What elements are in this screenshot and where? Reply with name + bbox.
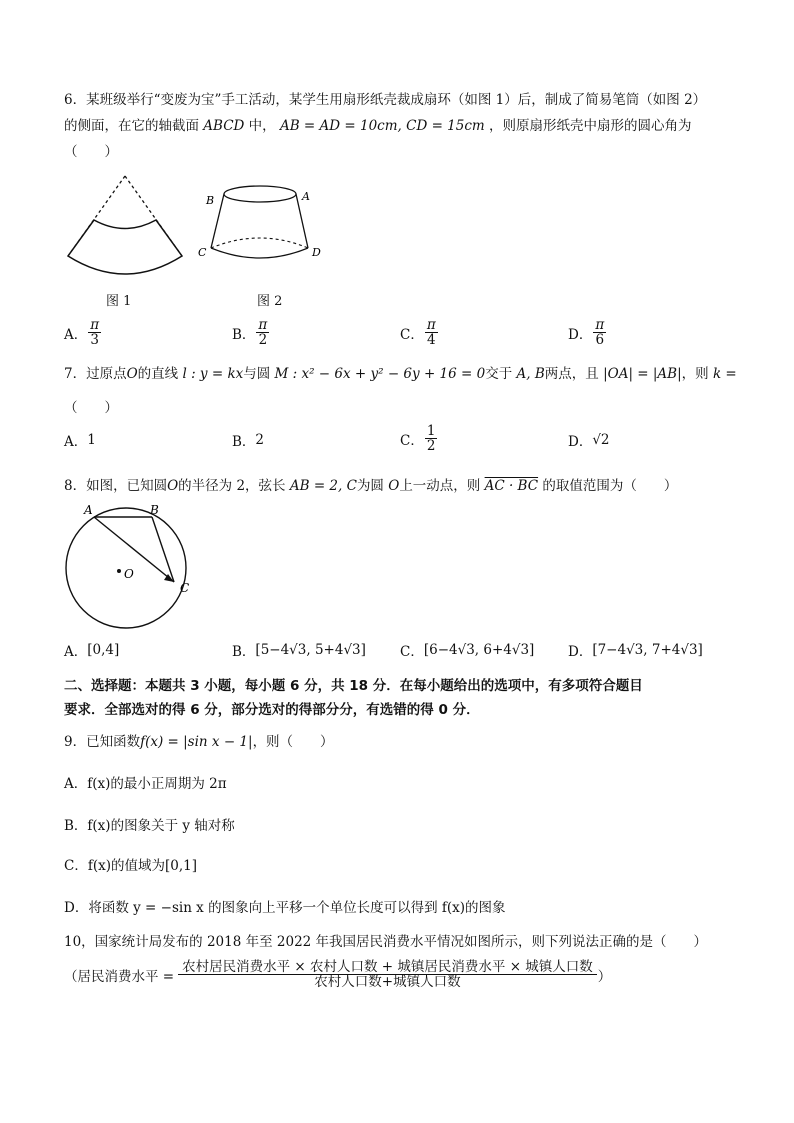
q6-condition: AB = AD = 10cm, CD = 15cm bbox=[279, 118, 485, 134]
q6-figure2-label: 图 2 bbox=[257, 294, 283, 309]
q6-figure1-sector-ring bbox=[60, 172, 190, 287]
q7-option-d[interactable]: D． √2 bbox=[568, 432, 610, 450]
q8-label-A: A bbox=[84, 503, 93, 517]
q6-line2-mid: 中， bbox=[248, 118, 276, 134]
fig2-label-A: A bbox=[302, 190, 310, 203]
fig2-label-D: D bbox=[312, 246, 321, 259]
q8-label-B: B bbox=[150, 503, 159, 517]
q9-option-a[interactable]: A．f(x)的最小正周期为 2π bbox=[64, 776, 227, 792]
q7-stem: 7．过原点O的直线 l : y = kx与圆 M : x² − 6x + y² − 6y + 16 = 0交于 A, B两点，且 |OA| = |AB|，则 k = bbox=[64, 366, 737, 382]
q8-circle-figure bbox=[60, 500, 200, 630]
q6-paren: （ ） bbox=[64, 144, 118, 160]
q9-option-b[interactable]: B．f(x)的图象关于 y 轴对称 bbox=[64, 818, 235, 834]
q6-figure2-pen-holder bbox=[198, 180, 328, 265]
q9-option-c[interactable]: C．f(x)的值域为[0,1] bbox=[64, 858, 197, 874]
q9-option-d[interactable]: D．将函数 y = −sin x 的图象向上平移一个单位长度可以得到 f(x)的图象 bbox=[64, 900, 506, 916]
fig2-label-C: C bbox=[198, 246, 207, 259]
q6-line1: 6．某班级举行“变废为宝”手工活动，某学生用扇形纸壳裁成扇环（如图 1）后，制成了简易笔筒（如图 2） bbox=[64, 92, 707, 108]
q6-abcd: ABCD bbox=[203, 118, 245, 134]
q6-option-b[interactable]: B． $\frac{\pi}{2}$ bbox=[232, 317, 268, 349]
q7-option-a[interactable]: A． 1 bbox=[64, 432, 96, 450]
q10-formula: （居民消费水平 = $\frac{\text{农村居民消费水平 × 农村人口数 + 城镇居民消费水平 × 城镇人口数}}{\text{农村人口数+城镇人口数}}$ ） bbox=[64, 959, 612, 991]
q6-figure1-label: 图 1 bbox=[106, 294, 132, 309]
q10-formula-numerator: 农村居民消费水平 × 农村人口数 + 城镇居民消费水平 × 城镇人口数 bbox=[178, 960, 597, 975]
q7-option-c[interactable]: C． $\frac{1}{2}$ bbox=[400, 423, 436, 455]
q6-option-c[interactable]: C． $\frac{\pi}{4}$ bbox=[400, 317, 436, 349]
q6-option-d[interactable]: D． $\frac{\pi}{6}$ bbox=[568, 317, 605, 349]
q8-label-O: O bbox=[124, 567, 134, 581]
q7-paren: （ ） bbox=[64, 400, 118, 416]
q8-option-a[interactable]: A． [0,4] bbox=[64, 642, 120, 660]
q7-option-b[interactable]: B． 2 bbox=[232, 432, 265, 450]
q9-stem: 9．已知函数f(x) = |sin x − 1|，则（ ） bbox=[64, 734, 334, 750]
q6-option-a[interactable]: A． $\frac{\pi}{3}$ bbox=[64, 317, 100, 349]
q8-option-d[interactable]: D． [7−4√3, 7+4√3] bbox=[568, 642, 703, 660]
section2-heading-line1: 二、选择题：本题共 3 小题，每小题 6 分，共 18 分．在每小题给出的选项中，有多项符合题目 bbox=[64, 678, 643, 694]
q10-stem: 10，国家统计局发布的 2018 年至 2022 年我国居民消费水平情况如图所示，则下列说法正确的是（ ） bbox=[64, 934, 708, 950]
q10-formula-denominator: 农村人口数+城镇人口数 bbox=[314, 974, 461, 991]
q8-stem: 8．如图，已知圆O的半径为 2，弦长 AB = 2, C为圆 O上一动点，则 AC · BC 的取值范围为（ ） bbox=[64, 478, 678, 494]
fig2-label-B: B bbox=[206, 194, 215, 207]
q8-option-b[interactable]: B． [5−4√3, 5+4√3] bbox=[232, 642, 366, 660]
section2-heading-line2: 要求．全部选对的得 6 分，部分选对的得部分分，有选错的得 0 分． bbox=[64, 702, 480, 718]
q6-line2-pre: 的侧面，在它的轴截面 bbox=[64, 118, 199, 134]
q8-vector-product: AC · BC bbox=[484, 478, 539, 494]
q8-label-C: C bbox=[180, 581, 190, 595]
q8-option-c[interactable]: C． [6−4√3, 6+4√3] bbox=[400, 642, 535, 660]
q6-line2-post: ，则原扇形纸壳中扇形的圆心角为 bbox=[489, 118, 692, 134]
q6-line2 bbox=[64, 116, 692, 136]
